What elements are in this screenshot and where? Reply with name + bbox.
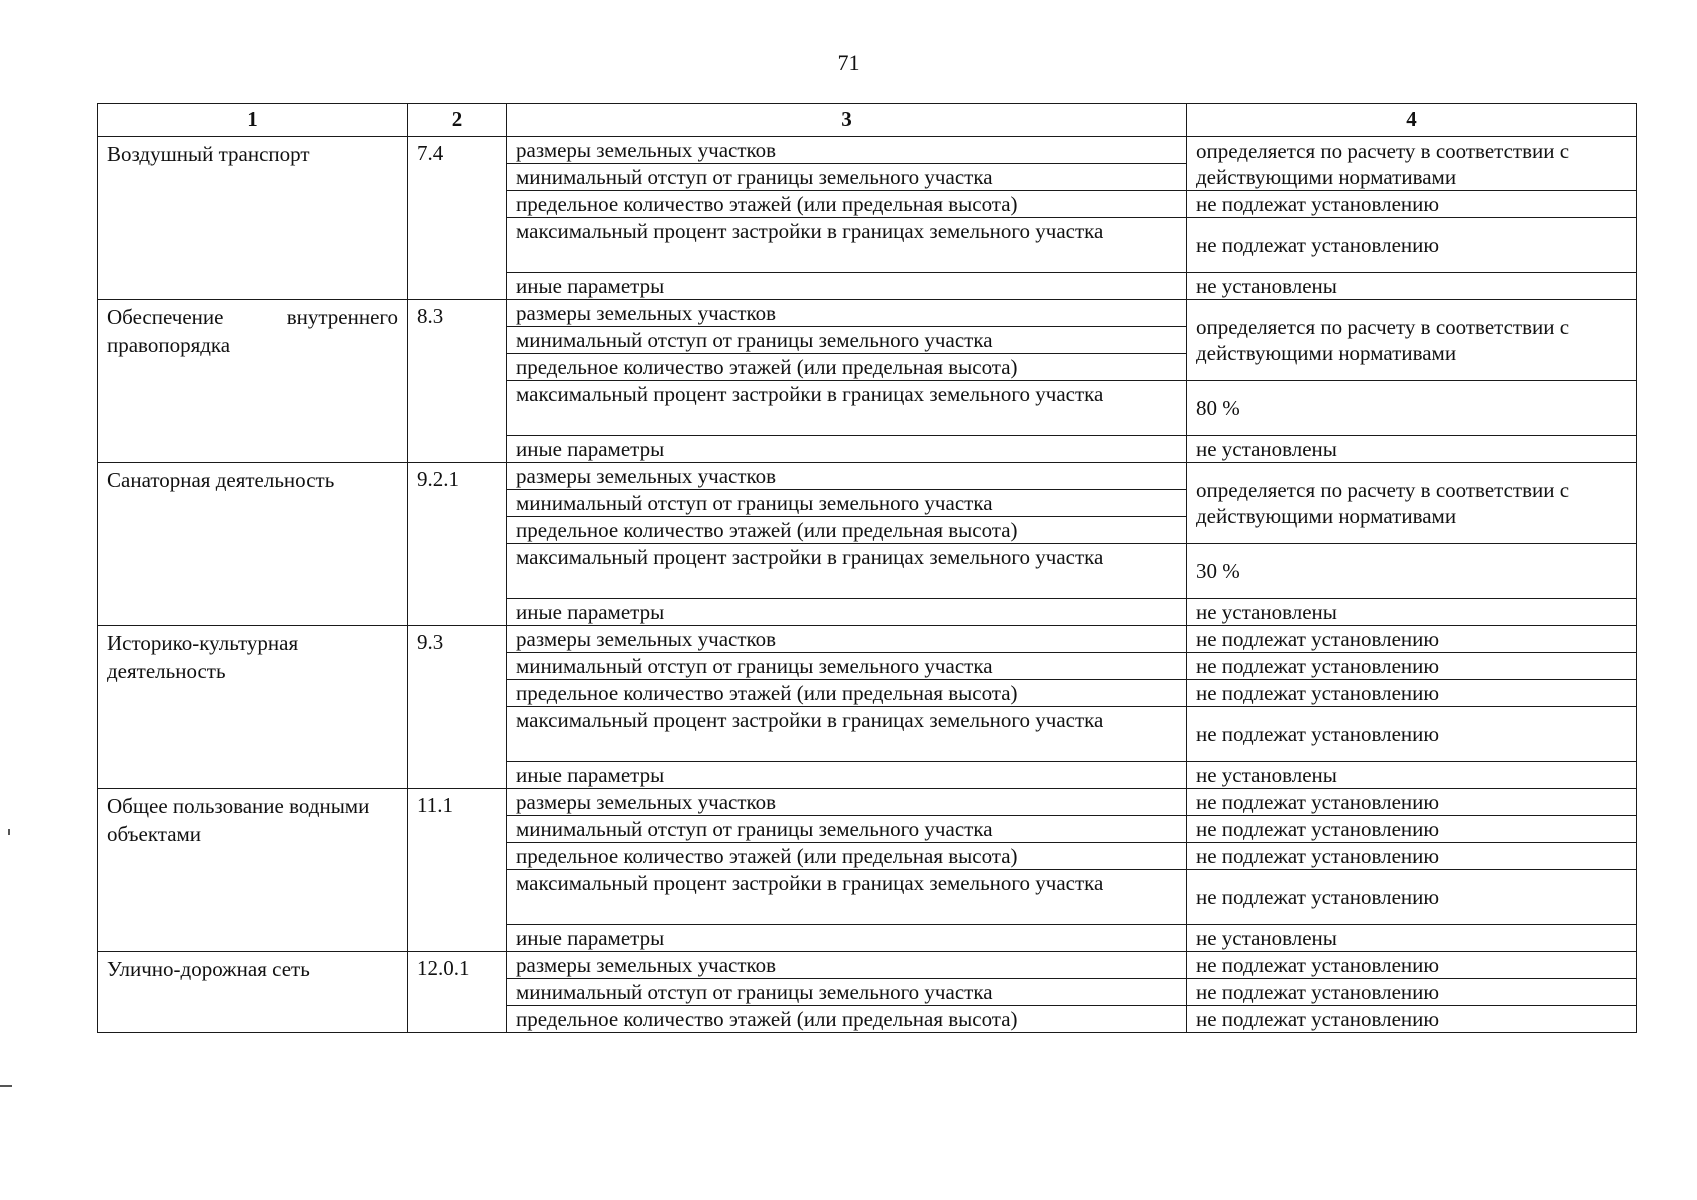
param-cell: максимальный процент застройки в границах земельного участка (507, 544, 1187, 599)
table-row (98, 137, 1637, 164)
param-cell: размеры земельных участков (507, 463, 1187, 490)
use-type-code: 12.0.1 (408, 952, 507, 1033)
param-cell: максимальный процент застройки в границах земельного участка (507, 381, 1187, 436)
value-cell: не установлены (1187, 273, 1637, 300)
value-cell: не установлены (1187, 436, 1637, 463)
param-cell: иные параметры (507, 599, 1187, 626)
value-cell: не подлежат установлению (1187, 979, 1637, 1006)
value-cell: не подлежат установлению (1187, 680, 1637, 707)
use-type-name: Воздушный транспорт (98, 137, 408, 300)
param-cell: иные параметры (507, 273, 1187, 300)
param-cell: минимальный отступ от границы земельного участка (507, 653, 1187, 680)
param-cell: максимальный процент застройки в границах земельного участка (507, 707, 1187, 762)
scan-mark (8, 829, 10, 835)
value-cell: не подлежат установлению (1187, 870, 1637, 925)
value-cell: не установлены (1187, 925, 1637, 952)
param-cell: размеры земельных участков (507, 137, 1187, 164)
value-cell: не подлежат установлению (1187, 626, 1637, 653)
use-type-code: 9.3 (408, 626, 507, 789)
value-cell: 30 % (1187, 544, 1637, 599)
param-cell: предельное количество этажей (или предельная высота) (507, 680, 1187, 707)
table-row (98, 300, 1637, 327)
value-cell: определяется по расчету в соответствии с действующими нормативами (1187, 137, 1637, 191)
use-type-name: Обеспечение внутреннего правопорядка (98, 300, 408, 463)
param-cell: предельное количество этажей (или предельная высота) (507, 191, 1187, 218)
value-cell: не подлежат установлению (1187, 789, 1637, 816)
column-header: 3 (507, 104, 1187, 137)
land-use-parameters-table (97, 103, 1637, 1033)
table-row (98, 626, 1637, 653)
use-type-code: 8.3 (408, 300, 507, 463)
param-cell: иные параметры (507, 925, 1187, 952)
value-cell: не подлежат установлению (1187, 816, 1637, 843)
table-row (98, 789, 1637, 816)
use-type-name: Общее пользование водными объектами (98, 789, 408, 952)
use-type-code: 9.2.1 (408, 463, 507, 626)
param-cell: минимальный отступ от границы земельного участка (507, 979, 1187, 1006)
column-header: 4 (1187, 104, 1637, 137)
param-cell: предельное количество этажей (или предельная высота) (507, 843, 1187, 870)
value-cell: 80 % (1187, 381, 1637, 436)
use-type-name: Историко-культурная деятельность (98, 626, 408, 789)
value-cell: не подлежат установлению (1187, 952, 1637, 979)
param-cell: предельное количество этажей (или предельная высота) (507, 1006, 1187, 1033)
scan-mark (0, 1085, 12, 1087)
table-row (98, 952, 1637, 979)
header-row (98, 104, 1637, 137)
table-row (98, 463, 1637, 490)
page-number: 71 (837, 50, 860, 75)
param-cell: иные параметры (507, 436, 1187, 463)
value-cell: не установлены (1187, 599, 1637, 626)
param-cell: предельное количество этажей (или предельная высота) (507, 354, 1187, 381)
value-cell: не подлежат установлению (1187, 191, 1637, 218)
param-cell: размеры земельных участков (507, 626, 1187, 653)
use-type-code: 7.4 (408, 137, 507, 300)
value-cell: не подлежат установлению (1187, 707, 1637, 762)
use-type-code: 11.1 (408, 789, 507, 952)
param-cell: минимальный отступ от границы земельного участка (507, 327, 1187, 354)
value-cell: не установлены (1187, 762, 1637, 789)
value-cell: не подлежат установлению (1187, 1006, 1637, 1033)
param-cell: размеры земельных участков (507, 789, 1187, 816)
param-cell: минимальный отступ от границы земельного участка (507, 490, 1187, 517)
use-type-name: Санаторная деятельность (98, 463, 408, 626)
column-header: 1 (98, 104, 408, 137)
param-cell: размеры земельных участков (507, 952, 1187, 979)
param-cell: минимальный отступ от границы земельного участка (507, 164, 1187, 191)
param-cell: предельное количество этажей (или предельная высота) (507, 517, 1187, 544)
param-cell: размеры земельных участков (507, 300, 1187, 327)
param-cell: максимальный процент застройки в границах земельного участка (507, 870, 1187, 925)
value-cell: не подлежат установлению (1187, 843, 1637, 870)
param-cell: минимальный отступ от границы земельного участка (507, 816, 1187, 843)
use-type-name: Улично-дорожная сеть (98, 952, 408, 1033)
column-header: 2 (408, 104, 507, 137)
param-cell: максимальный процент застройки в границах земельного участка (507, 218, 1187, 273)
param-cell: иные параметры (507, 762, 1187, 789)
value-cell: не подлежат установлению (1187, 653, 1637, 680)
value-cell: не подлежат установлению (1187, 218, 1637, 273)
value-cell: определяется по расчету в соответствии с действующими нормативами (1187, 463, 1637, 544)
value-cell: определяется по расчету в соответствии с действующими нормативами (1187, 300, 1637, 381)
